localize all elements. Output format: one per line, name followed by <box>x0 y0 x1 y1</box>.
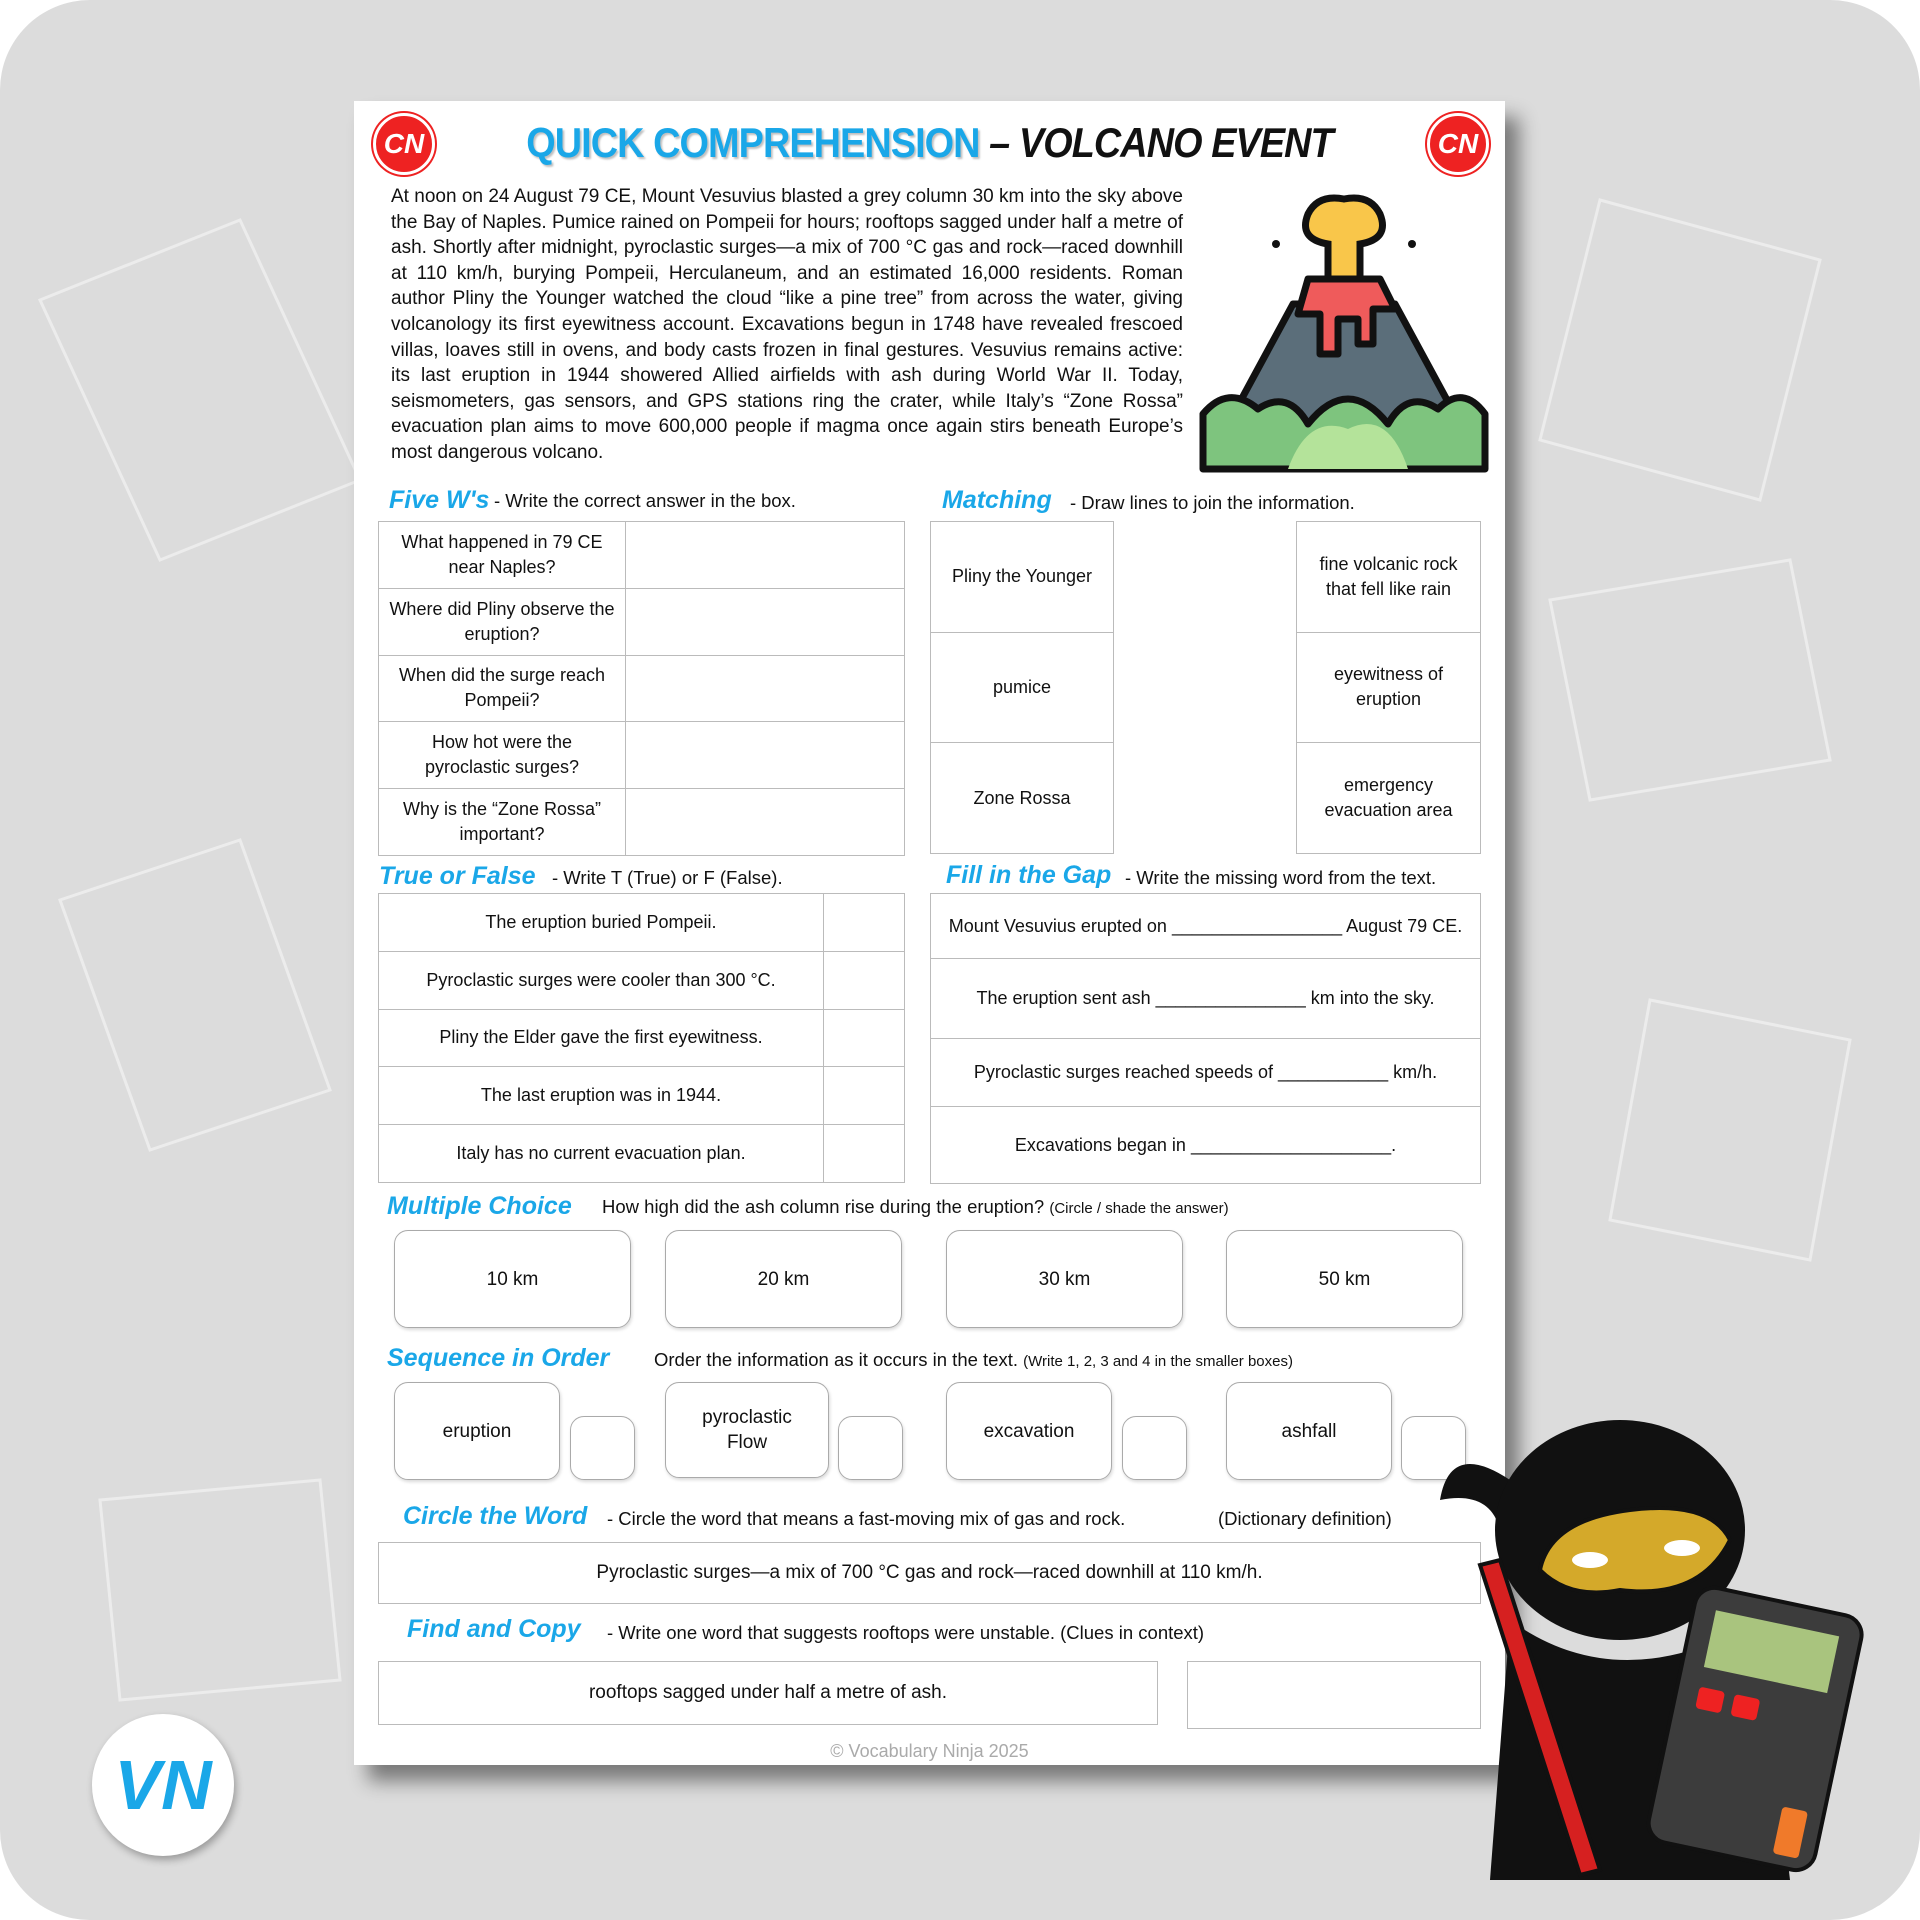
table-row <box>379 722 905 789</box>
question-cell: When did the surge reach Pompeii? <box>379 655 626 722</box>
circle-word-heading: Circle the Word <box>403 1502 588 1530</box>
table-row <box>931 1107 1481 1184</box>
sequence-instruction <box>654 1349 1293 1371</box>
sequence-heading: Sequence in Order <box>387 1344 610 1372</box>
ninja-mascot-illustration <box>1430 1400 1880 1880</box>
question-cell: What happened in 79 CE near Naples? <box>379 522 626 589</box>
table-row <box>379 951 905 1009</box>
table-row <box>379 588 905 655</box>
page-title <box>412 119 1448 167</box>
matching-right-item[interactable]: emergency evacuation area <box>1297 743 1481 854</box>
matching-left-item[interactable]: Pliny the Younger <box>931 522 1114 633</box>
sequence-number-box[interactable] <box>570 1416 635 1480</box>
answer-box[interactable] <box>626 588 905 655</box>
question-cell: Why is the “Zone Rossa” important? <box>379 789 626 856</box>
table-row <box>379 522 905 589</box>
fill-gap-table <box>930 893 1481 1184</box>
gap-sentence[interactable]: Pyroclastic surges reached speeds of ___________ km/h. <box>931 1039 1481 1107</box>
table-row <box>379 655 905 722</box>
true-false-instruction: - Write T (True) or F (False). <box>552 867 783 888</box>
five-ws-instruction: - Write the correct answer in the box. <box>494 490 796 511</box>
answer-box[interactable] <box>626 789 905 856</box>
matching-instruction: - Draw lines to join the information. <box>1070 492 1355 513</box>
reading-passage: At noon on 24 August 79 CE, Mount Vesuvius blasted a grey column 30 km into the sky above the Bay of Naples. Pumice rained on Pompeii for hours; rooftops sagged under half a metre of ash. Shortly after midnight, pyroclastic surges—a mix of 700 °C gas and rock—raced downhill at 110 km/h, burying Pompeii, Herculaneum, and an estimated 16,000 residents. Roman author Pliny the Younger watched the cloud “like a pine tree” from across the water, giving volcanology its first eyewitness account. Excavations begun in 1748 have revealed frescoed villas, loaves still in ovens, and body casts frozen in final gestures. Vesuvius remains active: its last eruption in 1944 showered Allied airfields with ash during World War II. Today, seismometers, gas sensors, and GPS stations ring the crater, while Italy’s “Zone Rossa” evacuation plan aims to move 600,000 people if magma once again stirs beneath Europe’s most dangerous volcano. <box>391 186 1183 463</box>
circle-word-sentence[interactable]: Pyroclastic surges—a mix of 700 °C gas and rock—raced downhill at 110 km/h. <box>378 1542 1481 1604</box>
instruction-note: (Write 1, 2, 3 and 4 in the smaller boxes) <box>1023 1353 1293 1370</box>
cn-logo-left: CN <box>373 113 435 175</box>
question-note: (Circle / shade the answer) <box>1049 1200 1229 1217</box>
matching-left-item[interactable]: Zone Rossa <box>931 743 1114 854</box>
five-ws-heading: Five W's <box>389 486 490 514</box>
answer-box[interactable] <box>824 951 905 1009</box>
choice-option[interactable]: 30 km <box>946 1230 1183 1328</box>
true-false-table <box>378 893 905 1183</box>
find-copy-instruction: - Write one word that suggests rooftops were unstable. (Clues in context) <box>607 1622 1205 1643</box>
sequence-item: excavation <box>946 1382 1112 1480</box>
copyright-footer: © Vocabulary Ninja 2025 <box>830 1741 1029 1761</box>
circle-word-instruction: - Circle the word that means a fast-moving mix of gas and rock. <box>607 1508 1126 1529</box>
matching-right-column <box>1296 521 1481 854</box>
worksheet-page <box>354 101 1505 1765</box>
table-row <box>931 959 1481 1039</box>
fill-gap-heading: Fill in the Gap <box>946 861 1112 889</box>
sequence-item: eruption <box>394 1382 560 1480</box>
table-row <box>379 894 905 952</box>
statement-cell: Pliny the Elder gave the first eyewitness. <box>379 1009 824 1067</box>
answer-box[interactable] <box>824 1009 905 1067</box>
sequence-item: ashfall <box>1226 1382 1392 1480</box>
statement-cell: Pyroclastic surges were cooler than 300 °C. <box>379 951 824 1009</box>
matching-right-item[interactable]: fine volcanic rock that fell like rain <box>1297 522 1481 633</box>
five-ws-table <box>378 521 905 856</box>
answer-box[interactable] <box>626 522 905 589</box>
statement-cell: The last eruption was in 1944. <box>379 1067 824 1125</box>
choice-option[interactable]: 10 km <box>394 1230 631 1328</box>
answer-box[interactable] <box>626 655 905 722</box>
question-cell: How hot were the pyroclastic surges? <box>379 722 626 789</box>
matching-heading: Matching <box>942 486 1052 514</box>
table-row <box>379 789 905 856</box>
answer-box[interactable] <box>824 1125 905 1183</box>
matching-left-item[interactable]: pumice <box>931 632 1114 743</box>
choice-option[interactable]: 20 km <box>665 1230 902 1328</box>
question-text: How high did the ash column rise during the eruption? <box>602 1196 1045 1217</box>
instruction-text: Order the information as it occurs in the text. <box>654 1349 1018 1370</box>
true-false-heading: True or False <box>379 862 536 890</box>
statement-cell: The eruption buried Pompeii. <box>379 894 824 952</box>
title-topic: – VOLCANO EVENT <box>989 119 1333 166</box>
table-row <box>379 1009 905 1067</box>
fill-gap-instruction: - Write the missing word from the text. <box>1125 867 1437 888</box>
matching-right-item[interactable]: eyewitness of eruption <box>1297 632 1481 743</box>
title-main: QUICK COMPREHENSION <box>526 119 980 166</box>
choice-option[interactable]: 50 km <box>1226 1230 1463 1328</box>
volcano-icon <box>1198 184 1490 474</box>
matching-left-column <box>930 521 1114 854</box>
gap-sentence[interactable]: The eruption sent ash _______________ km into the sky. <box>931 959 1481 1039</box>
answer-box[interactable] <box>824 894 905 952</box>
table-row <box>931 1039 1481 1107</box>
gap-sentence[interactable]: Excavations began in ____________________. <box>931 1107 1481 1184</box>
sequence-item: pyroclastic Flow <box>665 1382 829 1478</box>
table-row <box>379 1125 905 1183</box>
find-copy-sentence: rooftops sagged under half a metre of ash. <box>378 1661 1158 1725</box>
sequence-number-box[interactable] <box>1122 1416 1187 1480</box>
gap-sentence[interactable]: Mount Vesuvius erupted on _________________ August 79 CE. <box>931 894 1481 959</box>
statement-cell: Italy has no current evacuation plan. <box>379 1125 824 1183</box>
find-copy-heading: Find and Copy <box>407 1615 581 1643</box>
answer-box[interactable] <box>824 1067 905 1125</box>
sequence-number-box[interactable] <box>838 1416 903 1480</box>
vn-logo: VN <box>92 1714 234 1856</box>
table-row <box>379 1067 905 1125</box>
question-cell: Where did Pliny observe the eruption? <box>379 588 626 655</box>
table-row <box>931 894 1481 959</box>
multiple-choice-heading: Multiple Choice <box>387 1192 572 1220</box>
circle-word-note: (Dictionary definition) <box>1218 1508 1392 1529</box>
answer-box[interactable] <box>626 722 905 789</box>
cn-logo-right: CN <box>1427 113 1489 175</box>
multiple-choice-question <box>602 1196 1229 1218</box>
